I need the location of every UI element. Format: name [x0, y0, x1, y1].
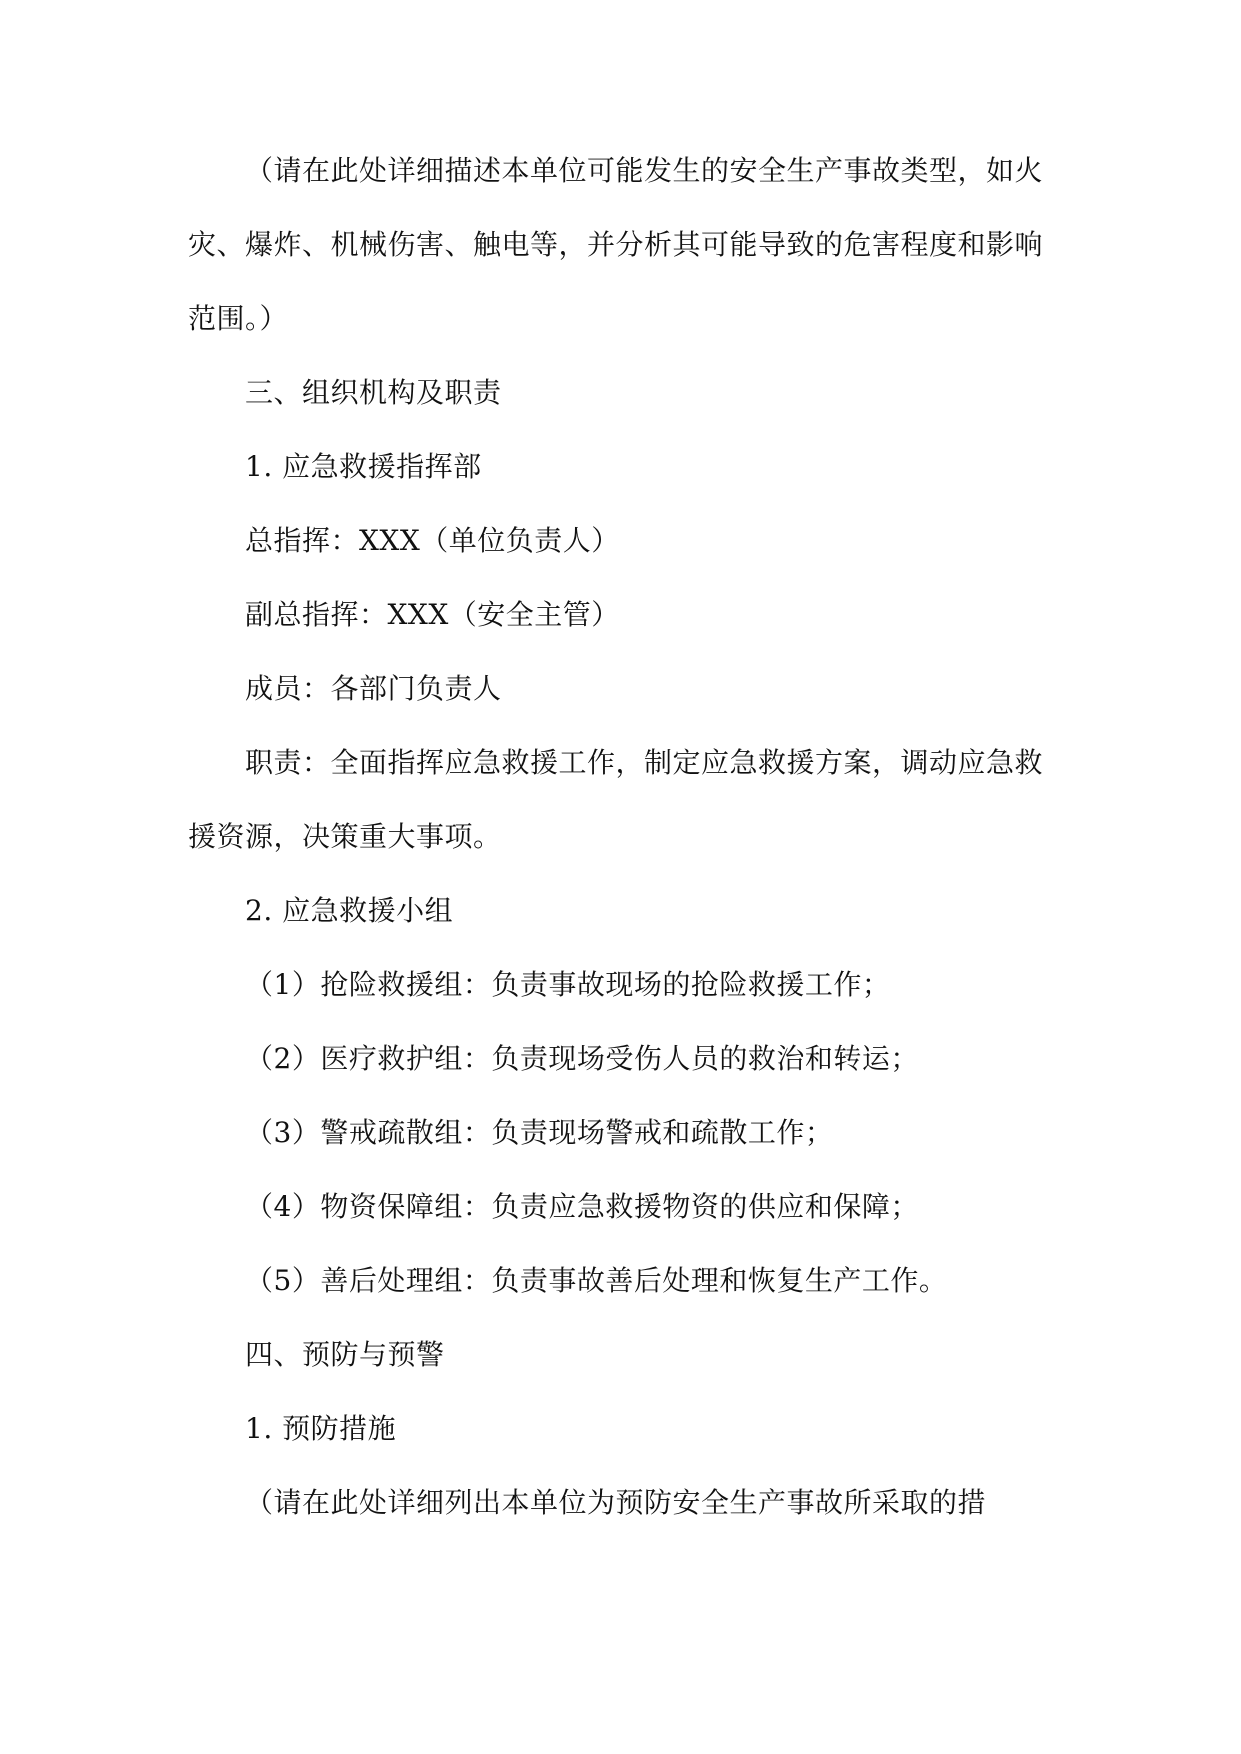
- responsibilities-line-2: 援资源，决策重大事项。: [188, 820, 502, 853]
- team-medical: （2）医疗救护组：负责现场受伤人员的救治和转运；: [245, 1042, 919, 1075]
- section-heading-organization: 三、组织机构及职责: [245, 376, 502, 409]
- paragraph-accident-types-line-2: 灾、爆炸、机械伤害、触电等，并分析其可能导致的危害程度和影响: [188, 228, 1044, 261]
- team-aftermath: （5）善后处理组：负责事故善后处理和恢复生产工作。: [245, 1264, 948, 1297]
- deputy-commander: 副总指挥：XXX（安全主管）: [245, 598, 620, 631]
- paragraph-accident-types-line-3: 范围。）: [188, 302, 289, 335]
- subheading-rescue-teams: 2. 应急救援小组: [245, 894, 454, 927]
- section-heading-prevention: 四、预防与预警: [245, 1338, 445, 1371]
- responsibilities-line-1: 职责：全面指挥应急救援工作，制定应急救援方案，调动应急救: [245, 746, 1044, 779]
- team-evacuation: （3）警戒疏散组：负责现场警戒和疏散工作；: [245, 1116, 834, 1149]
- paragraph-accident-types-line-1: （请在此处详细描述本单位可能发生的安全生产事故类型，如火: [245, 154, 1044, 187]
- subheading-prevention-measures: 1. 预防措施: [245, 1412, 397, 1445]
- team-supplies: （4）物资保障组：负责应急救援物资的供应和保障；: [245, 1190, 919, 1223]
- team-rescue: （1）抢险救援组：负责事故现场的抢险救援工作；: [245, 968, 891, 1001]
- commander-in-chief: 总指挥：XXX（单位负责人）: [245, 524, 620, 557]
- subheading-command-center: 1. 应急救援指挥部: [245, 450, 482, 483]
- paragraph-prevention-line-1: （请在此处详细列出本单位为预防安全生产事故所采取的措: [245, 1486, 987, 1519]
- members: 成员：各部门负责人: [245, 672, 502, 705]
